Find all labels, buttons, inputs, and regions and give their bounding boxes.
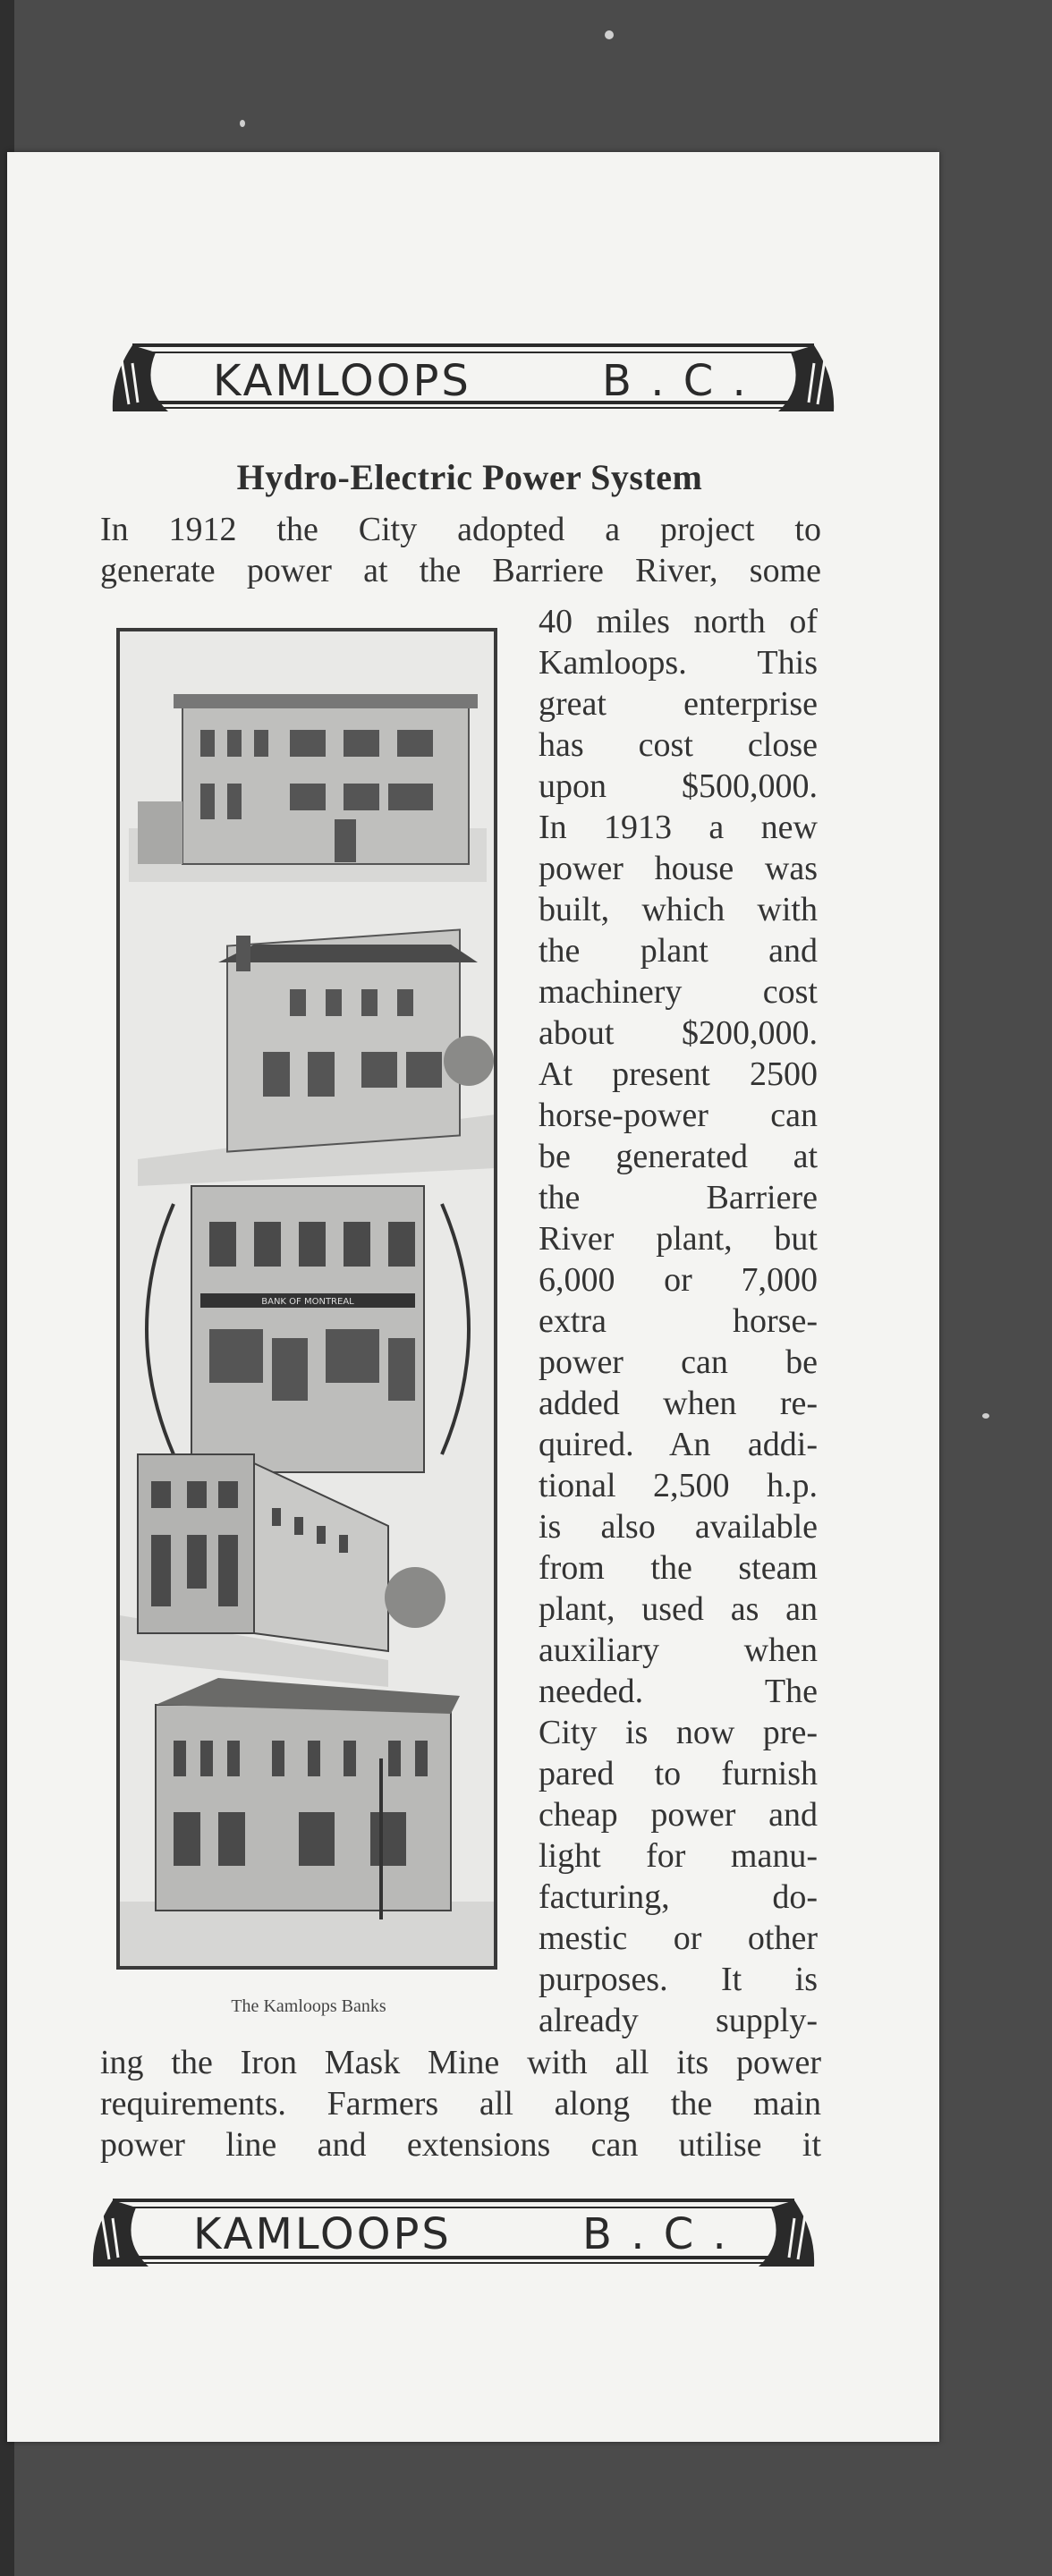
column-line: upon $500,000. <box>539 767 818 805</box>
column-line: At present 2500 <box>539 1055 818 1093</box>
column-line: the plant and <box>539 932 818 970</box>
column-line: cheap power and <box>539 1796 818 1834</box>
column-line: pared to furnish <box>539 1755 818 1792</box>
intro-line: generate power at the Barriere River, some <box>100 552 821 589</box>
column-line: machinery cost <box>539 973 818 1011</box>
bank-photo-collage <box>116 628 497 1970</box>
dust-speck <box>240 120 245 127</box>
closing-line: requirements. Farmers all along the main <box>100 2085 821 2123</box>
closing-line: ing the Iron Mask Mine with all its power <box>100 2044 821 2081</box>
column-line: plant, used as an <box>539 1590 818 1628</box>
column-line: tional 2,500 h.p. <box>539 1467 818 1504</box>
top-banner <box>106 333 841 419</box>
column-line: already supply- <box>539 2002 818 2039</box>
column-line: In 1913 a new <box>539 809 818 846</box>
section-heading: Hydro-Electric Power System <box>236 457 703 497</box>
column-line: be generated at <box>539 1138 818 1175</box>
bank-building-5 <box>120 1678 494 1966</box>
column-line: extra horse- <box>539 1302 818 1340</box>
column-line: power house was <box>539 850 818 887</box>
bank-building-1 <box>129 694 487 882</box>
bank-building-3 <box>147 1186 469 1472</box>
photo-caption: The Kamloops Banks <box>231 1996 386 2016</box>
column-line: light for manu- <box>539 1837 818 1875</box>
column-line: is also available <box>539 1508 818 1546</box>
closing-line: power line and extensions can utilise it <box>100 2126 821 2164</box>
column-line: 6,000 or 7,000 <box>539 1261 818 1299</box>
banner-province: B . C . <box>582 2209 729 2259</box>
dust-speck <box>982 1413 989 1419</box>
column-line: purposes. It is <box>539 1961 818 1998</box>
column-line: auxiliary when <box>539 1631 818 1669</box>
banner-province: B . C . <box>602 356 749 406</box>
column-line: about $200,000. <box>539 1014 818 1052</box>
column-line: has cost close <box>539 726 818 764</box>
column-line: power can be <box>539 1343 818 1381</box>
bank-sign: BANK OF MONTREAL <box>261 1297 354 1307</box>
column-line: facturing, do- <box>539 1878 818 1916</box>
column-line: quired. An addi- <box>539 1426 818 1463</box>
column-line: from the steam <box>539 1549 818 1587</box>
column-line: built, which with <box>539 891 818 928</box>
column-line: the Barriere <box>539 1179 818 1216</box>
column-line: horse-power can <box>539 1097 818 1134</box>
dust-speck <box>605 30 614 39</box>
banner-city: KAMLOOPS <box>213 356 471 406</box>
column-line: added when re- <box>539 1385 818 1422</box>
banner-city: KAMLOOPS <box>193 2209 452 2259</box>
column-line: needed. The <box>539 1673 818 1710</box>
column-line: City is now pre- <box>539 1714 818 1751</box>
column-line: River plant, but <box>539 1220 818 1258</box>
intro-line: In 1912 the City adopted a project to <box>100 511 821 548</box>
bottom-banner <box>86 2188 821 2274</box>
column-line: great enterprise <box>539 685 818 723</box>
column-line: mestic or other <box>539 1919 818 1957</box>
column-line: 40 miles north of <box>539 603 818 640</box>
column-line: Kamloops. This <box>539 644 818 682</box>
